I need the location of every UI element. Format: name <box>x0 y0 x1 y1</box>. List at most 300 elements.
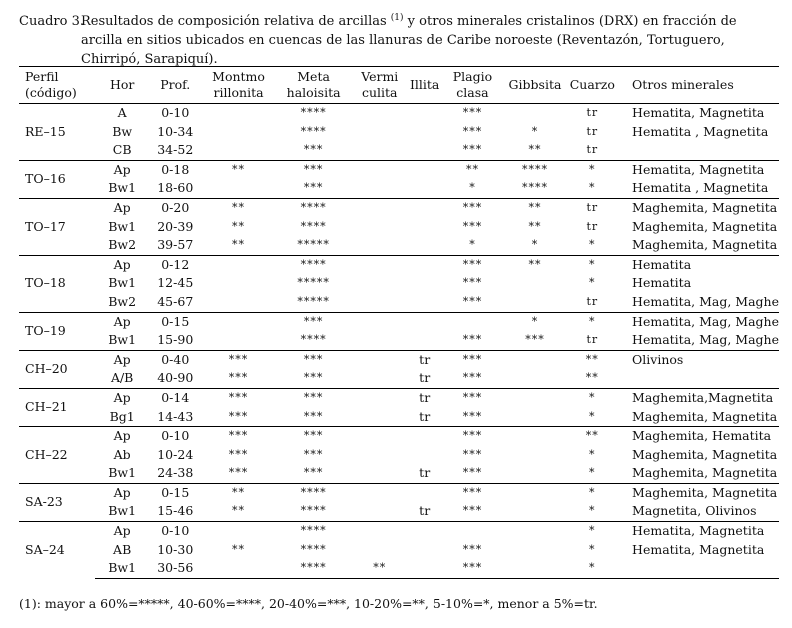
depth-cell: 10-30 <box>157 541 194 557</box>
otros-minerales-cell: Maghemita, Hematita <box>618 427 779 446</box>
perfil-cell: TO–17 <box>19 198 95 255</box>
cuarzo-cell: * <box>567 483 619 502</box>
cuarzo-cell: * <box>589 238 596 252</box>
gibbsita-cell: ** <box>503 255 566 274</box>
otros-minerales-cell: Hematita, Magnetita <box>618 160 779 179</box>
gibbsita-cell <box>503 427 566 446</box>
metahaloisita-cell: **** <box>300 124 327 138</box>
otros-minerales-cell: Hematita , Magnetita <box>632 123 769 139</box>
cuarzo-cell: * <box>567 312 619 331</box>
depth-cell: 0-15 <box>149 483 202 502</box>
vermiculita-cell <box>352 198 408 217</box>
vermiculita-cell <box>352 369 408 388</box>
depth-cell: 0-10 <box>149 522 202 541</box>
depth-cell: 0-14 <box>149 388 202 407</box>
depth-cell: 0-10 <box>149 104 202 123</box>
table-footnote: (1): mayor a 60%=*****, 40-60%=****, 20-40%=***, 10-20%=**, 5-10%=*, menor a 5%=tr. <box>19 596 598 611</box>
cuarzo-cell: ** <box>585 371 599 385</box>
horizon-cell: Bw1 <box>95 559 149 578</box>
header-montmorillonita: Montmo rillonita <box>202 67 276 104</box>
horizon-cell: A <box>95 104 149 123</box>
plagioclasa-cell: *** <box>462 542 483 556</box>
depth-cell: 12-45 <box>157 275 194 291</box>
cuarzo-cell: tr <box>586 333 599 347</box>
depth-cell: 10-34 <box>157 123 194 139</box>
vermiculita-cell <box>352 350 408 369</box>
cuarzo-cell: ** <box>567 427 619 446</box>
plagioclasa-cell: * <box>469 238 476 252</box>
horizon-cell: Bw1 <box>108 275 137 291</box>
header-prof: Prof. <box>149 67 202 104</box>
cuarzo-cell: tr <box>586 124 599 138</box>
montmorillonita-cell: *** <box>228 466 249 480</box>
metahaloisita-cell: *** <box>276 388 352 407</box>
gibbsita-cell <box>503 293 566 312</box>
vermiculita-cell <box>352 160 408 179</box>
metahaloisita-cell: **** <box>276 522 352 541</box>
gibbsita-cell: **** <box>521 181 548 195</box>
perfil-cell: TO–16 <box>19 160 95 198</box>
vermiculita-cell <box>352 522 408 541</box>
horizon-cell: Bw <box>112 123 133 139</box>
cuarzo-cell: * <box>589 542 596 556</box>
illita-cell: tr <box>419 370 431 386</box>
horizon-cell: Bw1 <box>108 180 137 196</box>
cuarzo-cell: * <box>589 466 596 480</box>
metahaloisita-cell: ***** <box>297 238 330 252</box>
montmorillonita-cell <box>202 255 276 274</box>
table-row <box>19 541 779 560</box>
cuarzo-cell: * <box>589 409 596 423</box>
illita-cell <box>408 312 442 331</box>
gibbsita-cell: * <box>531 238 539 252</box>
table-row <box>19 123 779 142</box>
plagioclasa-cell: *** <box>462 143 483 157</box>
montmorillonita-cell <box>202 293 276 312</box>
metahaloisita-cell: *** <box>303 371 324 385</box>
illita-cell: tr <box>419 503 431 519</box>
metahaloisita-cell: *** <box>303 466 324 480</box>
header-hor: Hor <box>95 67 149 104</box>
montmorillonita-cell: ** <box>202 160 276 179</box>
metahaloisita-cell: *** <box>303 181 324 195</box>
depth-cell: 0-18 <box>149 160 202 179</box>
vermiculita-cell <box>352 123 408 142</box>
cuarzo-cell: ** <box>567 350 619 369</box>
vermiculita-cell <box>352 255 408 274</box>
header-otros-minerales: Otros minerales <box>618 67 779 104</box>
depth-cell: 0-15 <box>149 312 202 331</box>
table-row <box>19 427 779 446</box>
plagioclasa-cell <box>441 522 503 541</box>
plagioclasa-cell: * <box>469 181 476 195</box>
vermiculita-cell <box>352 274 408 293</box>
otros-minerales-cell: Hematita, Mag, Maghe <box>632 293 779 309</box>
metahaloisita-cell: *** <box>303 143 324 157</box>
horizon-cell: Ap <box>95 350 149 369</box>
horizon-cell: Ap <box>95 160 149 179</box>
montmorillonita-cell: *** <box>228 447 249 461</box>
caption-text <box>81 12 777 69</box>
otros-minerales-cell: Hematita, Magnetita <box>618 104 779 123</box>
vermiculita-cell <box>352 312 408 331</box>
table-row <box>19 331 779 350</box>
metahaloisita-cell: *** <box>276 350 352 369</box>
header-vermiculita: Vermi culita <box>352 67 408 104</box>
plagioclasa-cell: *** <box>462 447 483 461</box>
depth-cell: 0-20 <box>149 198 202 217</box>
cuarzo-cell: tr <box>567 104 619 123</box>
depth-cell: 14-43 <box>157 408 194 424</box>
header-gibbsita: Gibbsita <box>503 67 566 104</box>
illita-cell <box>408 522 442 541</box>
header-metahaloisita: Meta haloisita <box>276 67 352 104</box>
cuarzo-cell: * <box>589 447 596 461</box>
vermiculita-cell <box>352 483 408 502</box>
plagioclasa-cell: *** <box>441 255 503 274</box>
perfil-cell: CH–21 <box>19 388 95 426</box>
gibbsita-cell: ** <box>528 143 542 157</box>
depth-cell: 45-67 <box>157 293 194 309</box>
vermiculita-cell <box>352 408 408 427</box>
table-row <box>19 464 779 483</box>
gibbsita-cell: *** <box>525 333 545 347</box>
table-row <box>19 141 779 160</box>
illita-cell <box>408 427 442 446</box>
cuarzo-cell: * <box>567 388 619 407</box>
gibbsita-cell <box>503 464 566 483</box>
depth-cell: 24-38 <box>157 465 194 481</box>
vermiculita-cell <box>352 502 408 521</box>
horizon-cell: Bg1 <box>109 408 135 424</box>
illita-cell <box>408 218 442 237</box>
plagioclasa-cell: *** <box>441 559 503 578</box>
montmorillonita-cell <box>202 179 276 198</box>
cuarzo-cell: * <box>567 522 619 541</box>
cuarzo-cell: * <box>589 504 596 518</box>
illita-cell <box>408 483 442 502</box>
depth-cell: 30-56 <box>149 559 202 578</box>
montmorillonita-cell: ** <box>232 504 246 518</box>
gibbsita-cell <box>503 274 566 293</box>
horizon-cell: Bw1 <box>108 465 137 481</box>
vermiculita-cell <box>352 236 408 255</box>
horizon-cell: Ap <box>95 427 149 446</box>
depth-cell: 39-57 <box>157 237 194 253</box>
metahaloisita-cell: *** <box>276 312 352 331</box>
montmorillonita-cell <box>202 141 276 160</box>
vermiculita-cell: ** <box>352 559 408 578</box>
gibbsita-cell <box>503 502 566 521</box>
perfil-cell: SA–24 <box>19 522 95 579</box>
horizon-cell: Bw1 <box>108 503 137 519</box>
illita-cell <box>408 446 442 465</box>
plagioclasa-cell: *** <box>462 219 483 233</box>
perfil-cell: TO–18 <box>19 255 95 312</box>
illita-cell <box>408 198 442 217</box>
cuarzo-cell: tr <box>586 219 599 233</box>
horizon-cell: AB <box>113 541 132 557</box>
montmorillonita-cell <box>202 104 276 123</box>
otros-minerales-cell <box>618 559 779 578</box>
cuarzo-cell: * <box>567 160 619 179</box>
horizon-cell: Ap <box>95 255 149 274</box>
otros-minerales-cell: Maghemita, Magnetita <box>632 218 778 234</box>
vermiculita-cell <box>352 218 408 237</box>
depth-cell: 15-46 <box>157 503 194 519</box>
montmorillonita-cell <box>202 312 276 331</box>
gibbsita-cell: ** <box>503 198 566 217</box>
vermiculita-cell <box>352 104 408 123</box>
plagioclasa-cell: *** <box>441 427 503 446</box>
illita-cell <box>408 559 442 578</box>
depth-cell: 10-24 <box>157 446 194 462</box>
horizon-cell: Ap <box>95 198 149 217</box>
illita-cell <box>408 255 442 274</box>
vermiculita-cell <box>352 427 408 446</box>
table-row <box>19 218 779 237</box>
illita-cell <box>408 141 442 160</box>
illita-cell <box>408 123 442 142</box>
montmorillonita-cell: *** <box>202 427 276 446</box>
otros-minerales-cell: Hematita, Mag, Maghe <box>618 312 779 331</box>
table-header <box>19 67 779 104</box>
horizon-cell: Bw1 <box>108 332 137 348</box>
gibbsita-cell: **** <box>503 160 566 179</box>
montmorillonita-cell <box>202 559 276 578</box>
horizon-cell: Ap <box>95 312 149 331</box>
montmorillonita-cell: ** <box>202 198 276 217</box>
depth-cell: 18-60 <box>157 180 194 196</box>
horizon-cell: Ap <box>95 522 149 541</box>
table-row <box>19 312 779 331</box>
vermiculita-cell <box>352 179 408 198</box>
plagioclasa-cell: *** <box>441 104 503 123</box>
plagioclasa-cell: *** <box>462 371 483 385</box>
otros-minerales-cell: Hematita, Mag, Maghe <box>632 332 779 348</box>
plagioclasa-cell: *** <box>462 124 483 138</box>
table-row <box>19 236 779 255</box>
mineral-composition-table <box>19 66 779 579</box>
gibbsita-cell: ** <box>528 219 542 233</box>
caption-label: Cuadro 3. <box>19 14 84 29</box>
montmorillonita-cell: ** <box>232 238 246 252</box>
table-row <box>19 198 779 217</box>
otros-minerales-cell: Maghemita, Magnetita <box>632 408 778 424</box>
montmorillonita-cell <box>202 331 276 350</box>
metahaloisita-cell: **** <box>276 559 352 578</box>
depth-cell: 0-10 <box>149 427 202 446</box>
gibbsita-cell <box>503 350 566 369</box>
caption-text-b: y otros minerales cristalinos (DRX) en fracción de arcilla en sitios ubicados en cuencas de las llanuras de Caribe noroeste (Reventazón, Tortuguero, Chirripó, Sarapiquí). <box>81 14 737 67</box>
table-body <box>19 104 779 579</box>
depth-cell: 20-39 <box>157 218 194 234</box>
otros-minerales-cell: Magnetita, Olivinos <box>632 503 757 519</box>
gibbsita-cell <box>503 522 566 541</box>
gibbsita-cell: * <box>531 124 539 138</box>
table-row <box>19 179 779 198</box>
montmorillonita-cell <box>202 522 276 541</box>
otros-minerales-cell: Maghemita, Magnetita <box>632 237 778 253</box>
caption-footnote-ref: (1) <box>390 13 404 23</box>
plagioclasa-cell: *** <box>441 350 503 369</box>
montmorillonita-cell: ** <box>232 542 246 556</box>
gibbsita-cell <box>503 541 566 560</box>
metahaloisita-cell: **** <box>300 542 327 556</box>
cuarzo-cell: * <box>567 559 619 578</box>
perfil-cell: CH–22 <box>19 427 95 484</box>
horizon-cell: Ap <box>95 483 149 502</box>
montmorillonita-cell: ** <box>202 483 276 502</box>
illita-cell <box>408 331 442 350</box>
metahaloisita-cell: **** <box>300 219 327 233</box>
table-row <box>19 502 779 521</box>
otros-minerales-cell: Hematita , Magnetita <box>632 180 769 196</box>
depth-cell: 15-90 <box>157 332 194 348</box>
table-row <box>19 522 779 541</box>
plagioclasa-cell: *** <box>462 333 483 347</box>
perfil-cell: RE–15 <box>19 104 95 161</box>
gibbsita-cell <box>503 104 566 123</box>
illita-cell <box>408 274 442 293</box>
illita-cell: tr <box>419 465 431 481</box>
vermiculita-cell <box>352 141 408 160</box>
depth-cell: 34-52 <box>157 142 194 158</box>
metahaloisita-cell: **** <box>300 333 327 347</box>
otros-minerales-cell: Maghemita, Magnetita <box>618 483 779 502</box>
table-row <box>19 293 779 312</box>
horizon-cell: CB <box>112 142 132 158</box>
metahaloisita-cell: *** <box>276 427 352 446</box>
otros-minerales-cell: Hematita <box>618 255 779 274</box>
table-row <box>19 446 779 465</box>
metahaloisita-cell: ***** <box>297 276 330 290</box>
plagioclasa-cell: *** <box>441 198 503 217</box>
gibbsita-cell <box>503 559 566 578</box>
table-row <box>19 255 779 274</box>
table-row <box>19 559 779 578</box>
table-row <box>19 388 779 407</box>
cuarzo-cell: tr <box>586 294 599 308</box>
vermiculita-cell <box>352 331 408 350</box>
montmorillonita-cell <box>202 274 276 293</box>
montmorillonita-cell: *** <box>228 409 249 423</box>
gibbsita-cell: * <box>503 312 566 331</box>
otros-minerales-cell <box>618 369 779 388</box>
gibbsita-cell <box>503 483 566 502</box>
metahaloisita-cell: *** <box>276 160 352 179</box>
gibbsita-cell <box>503 369 566 388</box>
header-cuarzo: Cuarzo <box>567 67 619 104</box>
header-plagioclasa: Plagio clasa <box>441 67 503 104</box>
gibbsita-cell <box>503 446 566 465</box>
illita-cell: tr <box>408 350 442 369</box>
illita-cell <box>408 236 442 255</box>
otros-minerales-cell: Maghemita, Magnetita <box>632 465 778 481</box>
depth-cell: 0-40 <box>149 350 202 369</box>
cuarzo-cell: * <box>589 276 596 290</box>
plagioclasa-cell: *** <box>462 294 483 308</box>
illita-cell <box>408 179 442 198</box>
header-perfil: Perfil (código) <box>19 67 95 104</box>
plagioclasa-cell: *** <box>441 483 503 502</box>
gibbsita-cell <box>503 388 566 407</box>
header-illita: Illita <box>408 67 442 104</box>
metahaloisita-cell: **** <box>276 198 352 217</box>
cuarzo-cell: tr <box>586 143 599 157</box>
horizon-cell: Ap <box>95 388 149 407</box>
caption-text-a: Resultados de composición relativa de arcillas <box>81 14 387 29</box>
montmorillonita-cell: *** <box>202 350 276 369</box>
metahaloisita-cell: **** <box>276 104 352 123</box>
otros-minerales-cell: Maghemita, Magnetita <box>618 198 779 217</box>
otros-minerales-cell: Hematita <box>632 275 692 291</box>
vermiculita-cell <box>352 446 408 465</box>
horizon-cell: Ab <box>113 446 131 462</box>
plagioclasa-cell: ** <box>441 160 503 179</box>
metahaloisita-cell: **** <box>300 504 327 518</box>
otros-minerales-cell <box>618 141 779 160</box>
horizon-cell: Bw2 <box>108 293 137 309</box>
depth-cell: 40-90 <box>157 370 194 386</box>
vermiculita-cell <box>352 464 408 483</box>
table-row <box>19 483 779 502</box>
perfil-cell: TO–19 <box>19 312 95 350</box>
perfil-cell: CH–20 <box>19 350 95 388</box>
montmorillonita-cell: *** <box>228 371 249 385</box>
montmorillonita-cell <box>202 123 276 142</box>
gibbsita-cell <box>503 408 566 427</box>
table-row <box>19 408 779 427</box>
table-row <box>19 274 779 293</box>
illita-cell <box>408 541 442 560</box>
illita-cell: tr <box>419 408 431 424</box>
plagioclasa-cell: *** <box>462 504 483 518</box>
plagioclasa-cell: *** <box>462 409 483 423</box>
plagioclasa-cell: *** <box>462 276 483 290</box>
plagioclasa-cell: *** <box>441 388 503 407</box>
depth-cell: 0-12 <box>149 255 202 274</box>
otros-minerales-cell: Maghemita,Magnetita <box>618 388 779 407</box>
otros-minerales-cell: Hematita, Magnetita <box>618 522 779 541</box>
horizon-cell: A/B <box>110 370 134 386</box>
cuarzo-cell: * <box>567 255 619 274</box>
cuarzo-cell: * <box>589 181 596 195</box>
cuarzo-cell: tr <box>567 198 619 217</box>
otros-minerales-cell: Hematita, Magnetita <box>632 541 765 557</box>
metahaloisita-cell: ***** <box>297 294 330 308</box>
horizon-cell: Bw2 <box>108 237 137 253</box>
illita-cell <box>408 104 442 123</box>
table-row <box>19 160 779 179</box>
illita-cell: tr <box>408 388 442 407</box>
vermiculita-cell <box>352 541 408 560</box>
metahaloisita-cell: *** <box>303 409 324 423</box>
perfil-cell: SA-23 <box>19 483 95 521</box>
illita-cell <box>408 293 442 312</box>
vermiculita-cell <box>352 388 408 407</box>
metahaloisita-cell: **** <box>276 255 352 274</box>
vermiculita-cell <box>352 293 408 312</box>
metahaloisita-cell: **** <box>276 483 352 502</box>
plagioclasa-cell <box>441 312 503 331</box>
illita-cell <box>408 160 442 179</box>
table-row <box>19 104 779 123</box>
horizon-cell: Bw1 <box>108 218 137 234</box>
otros-minerales-cell: Maghemita, Magnetita <box>632 446 778 462</box>
montmorillonita-cell: ** <box>232 219 246 233</box>
otros-minerales-cell: Olivinos <box>618 350 779 369</box>
